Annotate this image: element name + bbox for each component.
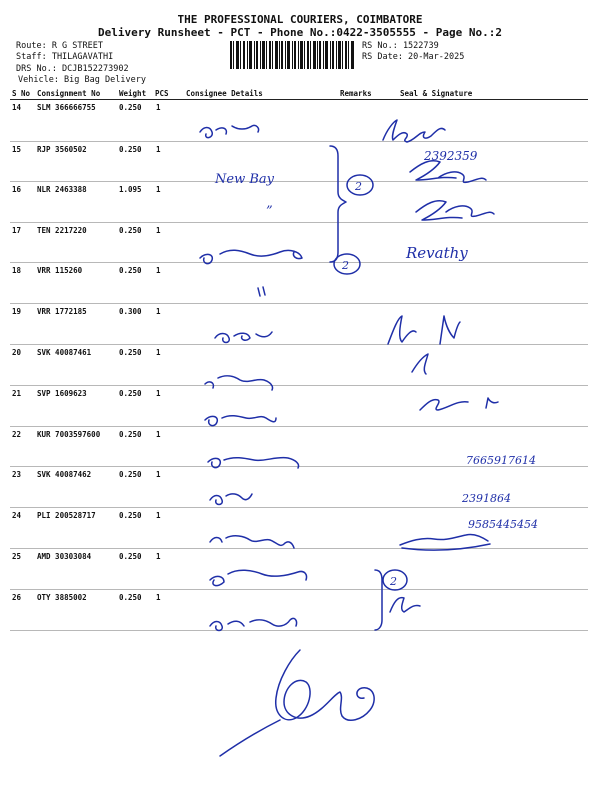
signature-number: 9585445454 <box>468 518 538 531</box>
row-sno: 18 <box>12 266 22 275</box>
col-consignee: Consignee Details <box>186 89 263 98</box>
consignee-scribble <box>210 618 297 630</box>
row-sno: 21 <box>12 389 22 398</box>
row-consignment: NLR 2463388 <box>37 185 87 194</box>
row-sno: 19 <box>12 307 22 316</box>
row-pcs: 1 <box>156 185 161 194</box>
row-consignment: SVK 40087462 <box>37 470 92 479</box>
row-sno: 26 <box>12 593 22 602</box>
row-weight: 0.250 <box>119 226 142 235</box>
rs-date: RS Date: 20-Mar-2025 <box>362 52 465 62</box>
signature-stroke <box>388 316 460 374</box>
signature-stroke <box>410 161 486 183</box>
col-remarks: Remarks <box>340 89 372 98</box>
row-weight: 0.250 <box>119 348 142 357</box>
company-title: THE PROFESSIONAL COURIERS, COIMBATORE <box>177 13 423 26</box>
consignee-scribble <box>205 376 273 390</box>
ditto-mark <box>258 287 265 296</box>
signature-number: 7665917614 <box>466 454 536 467</box>
signature-stroke <box>390 598 420 612</box>
col-weight: Weight <box>119 89 147 98</box>
row-pcs: 1 <box>156 389 161 398</box>
row-sno: 22 <box>12 430 22 439</box>
row-sno: 14 <box>12 103 22 112</box>
signature-stroke <box>420 398 498 410</box>
row-weight: 0.250 <box>119 430 142 439</box>
row-weight: 0.250 <box>119 511 142 520</box>
row-sno: 23 <box>12 470 22 479</box>
row-pcs: 1 <box>156 552 161 561</box>
circled-number: 2 <box>342 259 349 272</box>
staff-label: Staff: THILAGAVATHI <box>16 52 114 62</box>
signature-name: Revathy <box>406 244 468 262</box>
col-pcs: PCS <box>155 89 169 98</box>
row-weight: 0.250 <box>119 266 142 275</box>
signature-stroke <box>383 120 445 142</box>
row-consignment: VRR 115260 <box>37 266 83 275</box>
row-pcs: 1 <box>156 145 161 154</box>
consignee-scribble <box>215 332 272 343</box>
consignee-scribble <box>200 125 259 137</box>
row-weight: 0.250 <box>119 145 142 154</box>
row-weight: 0.250 <box>119 593 142 602</box>
row-sno: 20 <box>12 348 22 357</box>
row-consignment: OTY 3885002 <box>37 593 87 602</box>
row-sno: 16 <box>12 185 22 194</box>
col-signature: Seal & Signature <box>400 89 473 98</box>
row-consignment: KUR 7003597600 <box>37 430 101 439</box>
row-weight: 1.095 <box>119 185 142 194</box>
route-label: Route: R G STREET <box>16 41 103 51</box>
row-weight: 0.300 <box>119 307 142 316</box>
row-consignment: VRR 1772185 <box>37 307 87 316</box>
col-consignment: Consignment No <box>37 89 101 98</box>
row-consignment: SVK 40087461 <box>37 348 92 357</box>
vehicle-label: Vehicle: Big Bag Delivery <box>18 75 146 85</box>
signature-number: 2391864 <box>462 492 511 505</box>
row-weight: 0.250 <box>119 389 142 398</box>
row-consignment: SLM 366666755 <box>37 103 96 112</box>
row-pcs: 1 <box>156 593 161 602</box>
row-weight: 0.250 <box>119 552 142 561</box>
signature-stroke <box>276 650 374 720</box>
rs-number: RS No.: 1522739 <box>362 41 439 51</box>
row-consignment: AMD 30303084 <box>37 552 92 561</box>
consignee-scribble <box>210 536 294 548</box>
bracket-mark <box>330 146 346 262</box>
row-pcs: 1 <box>156 511 161 520</box>
signature-stroke <box>416 201 494 220</box>
row-weight: 0.250 <box>119 103 142 112</box>
row-consignment: RJP 3560502 <box>37 145 87 154</box>
row-sno: 15 <box>12 145 22 154</box>
row-pcs: 1 <box>156 226 161 235</box>
signature-stroke <box>400 534 490 550</box>
signature-stroke <box>220 720 280 756</box>
circled-number: 2 <box>355 180 362 193</box>
consignee-scribble <box>200 250 302 263</box>
row-sno: 17 <box>12 226 22 235</box>
row-pcs: 1 <box>156 307 161 316</box>
consignee-scribble <box>210 494 252 505</box>
runsheet-subtitle: Delivery Runsheet - PCT - Phone No.:0422-3505555 - Page No.:2 <box>98 26 502 39</box>
row-pcs: 1 <box>156 348 161 357</box>
row-weight: 0.250 <box>119 470 142 479</box>
row-sno: 24 <box>12 511 22 520</box>
consignee-scribble <box>208 458 299 468</box>
col-sno: S No <box>12 89 31 98</box>
row-pcs: 1 <box>156 430 161 439</box>
row-consignment: PLI 200528717 <box>37 511 96 520</box>
bracket-mark <box>375 570 382 630</box>
row-consignment: SVP 1609623 <box>37 389 87 398</box>
consignee-scribble <box>210 570 307 585</box>
row-pcs: 1 <box>156 103 161 112</box>
row-pcs: 1 <box>156 266 161 275</box>
row-sno: 25 <box>12 552 22 561</box>
consignee-scribble <box>205 416 276 426</box>
row-pcs: 1 <box>156 470 161 479</box>
drs-label: DRS No.: DCJB152273902 <box>16 64 129 74</box>
ditto-text: ” <box>266 204 273 219</box>
consignee-note: New Bay <box>215 172 274 187</box>
row-consignment: TEN 2217220 <box>37 226 87 235</box>
signature-number: 2392359 <box>424 149 478 163</box>
circled-number: 2 <box>390 575 397 588</box>
